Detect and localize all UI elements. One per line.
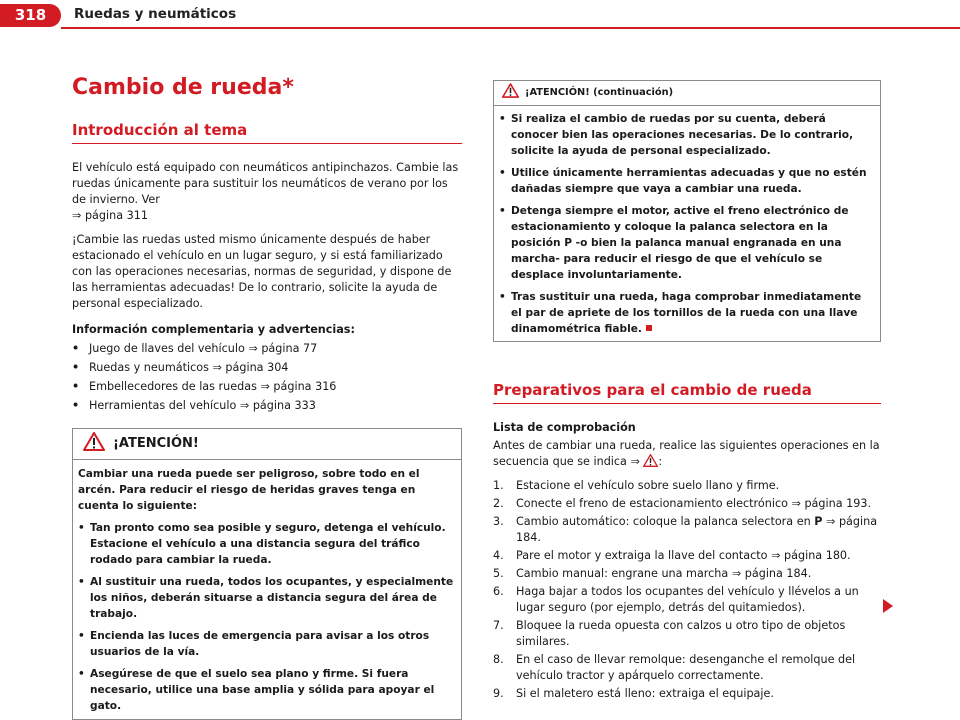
page-reference-link[interactable]: página 193. (804, 497, 872, 510)
warning-item (499, 289, 875, 337)
right-column (493, 80, 881, 704)
step-text: Pare el motor y extraiga la llave del contacto (516, 549, 768, 562)
step-number: 8. (493, 653, 504, 666)
page-reference-link[interactable]: página 180. (784, 549, 851, 562)
subsection-title-preparations: Preparativos para el cambio de rueda (493, 380, 881, 404)
step-text: En el caso de llevar remolque: desenganche el remolque del vehículo tractor y apárquelo correctamente. (516, 653, 856, 682)
subsection-title-intro: Introducción al tema (72, 120, 462, 144)
step-number: 5. (493, 567, 504, 580)
bullet: • (78, 522, 85, 534)
bullet: • (499, 291, 506, 303)
list-item (72, 360, 462, 376)
warning-header (73, 429, 461, 460)
gear-position-label: P (814, 515, 823, 528)
cross-ref-arrow: ⇒ (826, 515, 836, 528)
list-item (72, 398, 462, 414)
checklist-step (493, 496, 881, 512)
left-column (72, 74, 462, 720)
checklist-step (493, 548, 881, 564)
step-number: 3. (493, 515, 504, 528)
checklist-steps (493, 478, 881, 702)
step-number: 4. (493, 549, 504, 562)
checklist-intro (493, 438, 881, 472)
warning-item-text: Detenga siempre el motor, active el freno electrónico de estacionamiento y coloque la palanca selectora en la posición P -o bien la palanca manual engranada en una marcha- para reducir el riesgo de que el vehículo se desplace involuntariamente. (511, 205, 849, 281)
cross-ref-arrow: ⇒ (72, 209, 82, 222)
list-item (72, 379, 462, 395)
step-text: Si el maletero está lleno: extraiga el equipaje. (516, 687, 774, 700)
cross-ref-arrow: ⇒ (791, 497, 801, 510)
step-number: 6. (493, 585, 504, 598)
step-text: Cambio automático: coloque la palanca selectora en (516, 515, 811, 528)
warning-item (78, 666, 456, 714)
warning-triangle-icon (83, 432, 105, 456)
intro-paragraph-2: ¡Cambie las ruedas usted mismo únicamente después de haber estacionado el vehículo en un lugar seguro, y si está familiarizado con las operaciones necesarias, normas de seguridad, y dispone de las herramientas adecuadas! De lo contrario, solicite la ayuda de personal especializado. (72, 233, 452, 310)
cross-ref-arrow: ⇒ (248, 342, 258, 355)
bullet: • (72, 380, 80, 393)
chapter-title: Ruedas y neumáticos (74, 6, 237, 22)
warning-item (78, 520, 456, 568)
cross-ref-arrow: ⇒ (771, 549, 781, 562)
warning-item (499, 165, 875, 197)
page-number: 318 (0, 4, 61, 27)
page-reference-link[interactable]: página 184. (744, 567, 812, 580)
page-header (0, 0, 960, 30)
step-text: Conecte el freno de estacionamiento electrónico (516, 497, 788, 510)
step-number: 9. (493, 687, 504, 700)
warning-item-text: Si realiza el cambio de ruedas por su cuenta, deberá conocer bien las operaciones necesarias. De lo contrario, solicite la ayuda de personal especializado. (511, 113, 854, 157)
checklist-step (493, 478, 881, 494)
bullet: • (78, 630, 85, 642)
warning-item-text: Asegúrese de que el suelo sea plano y firme. Si fuera necesario, utilice una base amplia y sólida para apoyar el gato. (90, 668, 435, 712)
bullet: • (78, 576, 85, 588)
warning-body (73, 460, 461, 719)
warning-item (499, 111, 875, 159)
bullet: • (499, 167, 506, 179)
warning-continued-box (493, 80, 881, 342)
warning-intro: Cambiar una rueda puede ser peligroso, sobre todo en el arcén. Para reducir el riesgo de heridas graves tenga en cuenta lo siguiente: (78, 468, 420, 512)
warning-item (499, 203, 875, 283)
warning-triangle-icon[interactable] (643, 454, 658, 472)
step-text: Bloquee la rueda opuesta con calzos u otro tipo de objetos similares. (516, 619, 846, 648)
list-item (72, 341, 462, 357)
info-heading: Información complementaria y advertencias: (72, 323, 355, 336)
cross-ref-arrow: ⇒ (630, 455, 640, 468)
bullet: • (72, 361, 80, 374)
section-title: Cambio de rueda* (72, 75, 294, 100)
page-reference-link[interactable]: página 311 (84, 209, 148, 222)
page-reference-link[interactable]: página 316 (273, 380, 337, 393)
checklist-step (493, 584, 881, 616)
colon: : (658, 455, 663, 468)
cross-ref-arrow: ⇒ (260, 380, 270, 393)
cross-ref-arrow: ⇒ (731, 567, 742, 580)
list-item-text: Embellecedores de las ruedas (89, 380, 257, 393)
bullet: • (78, 668, 85, 680)
checklist-heading: Lista de comprobación (493, 421, 636, 434)
warning-item-text: Encienda las luces de emergencia para avisar a los otros usuarios de la vía. (90, 630, 430, 658)
cross-ref-arrow: ⇒ (212, 361, 222, 374)
bullet: • (499, 113, 506, 125)
checklist-step (493, 514, 881, 546)
warning-item-text: Tan pronto como sea posible y seguro, detenga el vehículo. Estacione el vehículo a una distancia segura del tráfico rodado para cambiar la rueda. (90, 522, 446, 566)
step-number: 7. (493, 619, 504, 632)
cross-ref-arrow: ⇒ (239, 399, 250, 412)
checklist-intro-text: Antes de cambiar una rueda, realice las siguientes operaciones en la secuencia que se indica (493, 439, 880, 468)
bullet: • (72, 342, 80, 355)
step-text: Estacione el vehículo sobre suelo llano y firme. (516, 479, 780, 492)
page-reference-link[interactable]: página 184. (516, 515, 878, 544)
warning-item-text: Al sustituir una rueda, todos los ocupantes, y especialmente los niños, deberán situarse a distancia segura del área de trabajo. (90, 576, 454, 620)
list-item-text: Herramientas del vehículo (89, 399, 237, 412)
list-item-text: Ruedas y neumáticos (89, 361, 209, 374)
warning-item-text: Tras sustituir una rueda, haga comprobar inmediatamente el par de apriete de los tornillos de la rueda con una llave dinamométrica fiable. (511, 291, 862, 335)
bullet: • (72, 399, 80, 412)
page-reference-link[interactable]: página 333 (252, 399, 316, 412)
warning-box (72, 428, 462, 720)
end-of-section-marker (646, 325, 652, 331)
page-reference-link[interactable]: página 77 (261, 342, 318, 355)
warning-triangle-icon (502, 83, 519, 103)
checklist-step (493, 652, 881, 684)
step-text: Cambio manual: engrane una marcha (516, 567, 729, 580)
warning-continued-body (494, 106, 880, 341)
warning-title: ¡ATENCIÓN! (113, 436, 199, 451)
step-number: 2. (493, 497, 504, 510)
continue-next-page-icon[interactable] (883, 599, 893, 618)
step-text: Haga bajar a todos los ocupantes del vehículo y llévelos a un lugar seguro (por ejemplo, detrás del quitamiedos). (516, 585, 859, 614)
page-reference-link[interactable]: página 304 (225, 361, 289, 374)
warning-continued-header (494, 81, 880, 106)
checklist-step (493, 618, 881, 650)
bullet: • (499, 205, 506, 217)
warning-item-text: Utilice únicamente herramientas adecuadas y que no estén dañadas siempre que vaya a cambiar una rueda. (511, 167, 867, 195)
warning-continued-title: ¡ATENCIÓN! (continuación) (525, 87, 674, 98)
checklist-step (493, 686, 881, 702)
header-rule (61, 27, 960, 29)
checklist-step (493, 566, 881, 582)
info-list (72, 341, 462, 414)
intro-paragraph-1 (72, 160, 462, 224)
intro-paragraph-1-text: El vehículo está equipado con neumáticos antipinchazos. Cambie las ruedas únicamente para sustituir los neumáticos de verano por los de invierno. Ver (72, 161, 459, 206)
warning-item (78, 628, 456, 660)
step-number: 1. (493, 479, 504, 492)
list-item-text: Juego de llaves del vehículo (89, 342, 245, 355)
warning-item (78, 574, 456, 622)
